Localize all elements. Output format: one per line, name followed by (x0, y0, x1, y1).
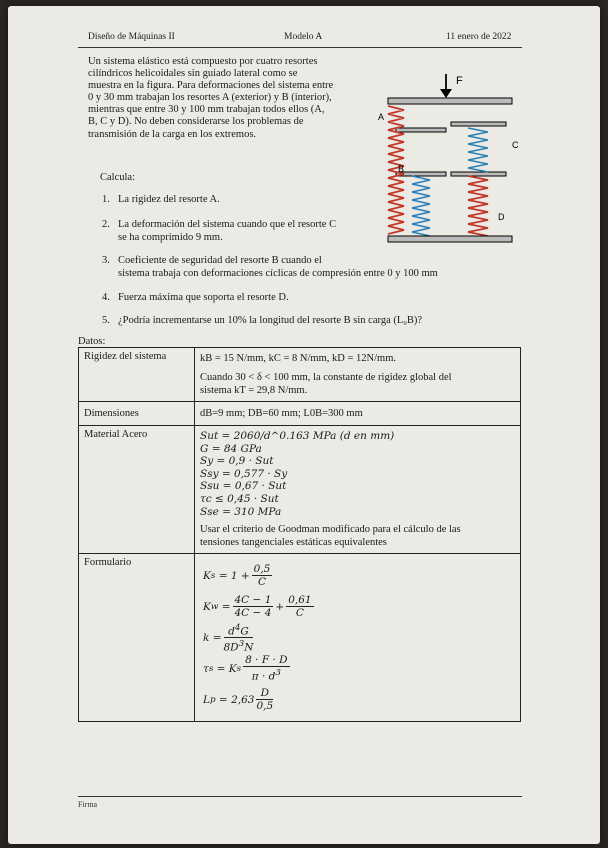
rigidez-values: kB = 15 N/mm, kC = 8 N/mm, kD = 12N/mm. Cuando 30 < δ < 100 mm, la constante de rigidez global del sistema kT = 29,8 N/mm. (195, 348, 521, 402)
bottom-plate (388, 236, 512, 242)
intro-line: cilíndricos helicoidales sin guiado lateral como se (88, 68, 298, 80)
ks-formula: K s = 1 + 0,5 C (203, 563, 271, 589)
question-2: 2. La deformación del sistema cuando que el resorte C se ha comprimido 9 mm. (102, 219, 337, 243)
firma-label: Firma (78, 800, 98, 809)
row-label: Formulario (79, 554, 195, 722)
plate-c-top (451, 122, 506, 126)
calcula-heading: Calcula: (100, 172, 135, 183)
label-a: A (378, 112, 385, 122)
k-formula: k = $d^4G$ $8D^3N$ (203, 622, 254, 654)
force-label: F (456, 75, 463, 87)
spring-system-figure (376, 72, 526, 254)
dimensiones-value: dB=9 mm; DB=60 mm; L0B=300 mm (195, 402, 521, 426)
header-divider (78, 47, 522, 48)
question-3: 3. Coeficiente de seguridad del resorte B cuando el sistema trabaja con deformaciones cíclicas de compresión entre 0 y 100 mm (102, 255, 438, 279)
spring-c (468, 128, 488, 172)
plate-c-bottom (451, 172, 506, 176)
table-row (79, 554, 521, 722)
lp-formula: L p = 2,63 D 0,5 (203, 687, 274, 713)
table-row (79, 348, 521, 402)
intro-line: muestra en la figura. Para deformaciones del sistema entre (88, 80, 334, 92)
datos-heading: Datos: (78, 336, 106, 347)
label-c: C (512, 140, 519, 150)
exam-date: 11 enero de 2022 (446, 32, 512, 42)
intro-line: transmisión de la carga en los extremos. (88, 128, 257, 140)
kw-formula: K w = 4C − 1 4C − 4 + 0,61 C (203, 594, 312, 620)
signature-line (78, 796, 522, 797)
spring-b (412, 176, 430, 236)
row-label: Rigidez del sistema (79, 348, 195, 402)
tau-formula: τ s = K s 8 · F · D $\pi \cdot d^3$ (203, 654, 288, 683)
row-label: Dimensiones (79, 402, 195, 426)
force-arrow-head (440, 89, 452, 98)
top-plate (388, 98, 512, 104)
intro-line: 0 y 30 mm trabajan los resortes A (exterior) y B (interior), (88, 92, 332, 104)
label-d: D (498, 212, 505, 222)
model-label: Modelo A (284, 32, 323, 42)
formulario-equations (195, 554, 521, 722)
plate-b-top (396, 128, 446, 132)
intro-line: mientras que entre 30 y 100 mm trabajan todos ellos (A, (88, 104, 325, 116)
row-label: Material Acero (79, 426, 195, 554)
problem-statement (88, 56, 378, 141)
intro-line: Un sistema elástico está compuesto por cuatro resortes (88, 56, 318, 67)
data-table (78, 347, 521, 722)
label-b: B (398, 164, 405, 174)
table-row (79, 426, 521, 554)
spring-d (468, 176, 488, 236)
material-values: Sut = 2060/d^0.163 MPa (d en mm) G = 84 GPa Sy = 0,9 · Sut Ssy = 0,577 · Sy Ssu = 0,67 · Sut τc ≤ 0,45 · Sut Sse = 310 MPa Usar el criterio de Goodman modificado para el cálculo de las tensiones tangenciales estáticas equivalentes (195, 426, 521, 554)
table-row (79, 402, 521, 426)
intro-line: B, C y D). No deben considerarse los problemas de (88, 116, 304, 128)
course-title: Diseño de Máquinas II (88, 32, 175, 42)
